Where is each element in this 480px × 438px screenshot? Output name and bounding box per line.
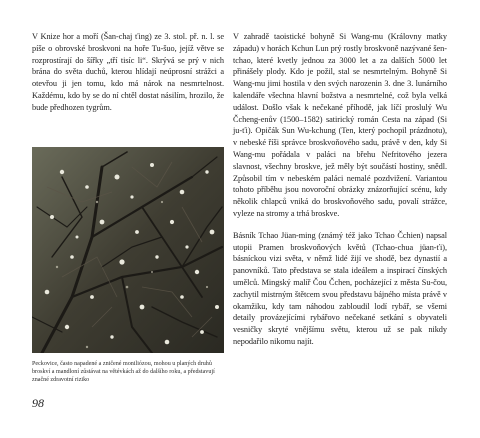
right-paragraph-2: Básník Tchao Jüan-ming (známý též jako Tchao Čchien) napsal utopii Pramen broskvoňových květů (Tchao-chua jüan-ťi), básníckou vizi světa, v němž lidé žijí ve shodě, bez dynastií a panovníků. Tato představa se stala ideálem a inspirací čínských umělců. Mingský malíř Čou Čchen, pocházející z města Su-čou, zachytil mistrným štětcem svou představu bájného místa právě v okamžiku, kdy tam náhodou zabloudil lodí rybář, se všemi detaily provázejícími rybářovo nečekané setkání s obyvateli vesničky skryté vnějšímu světu, kterou už se pak nikdy nepodařilo nikomu najít. — [233, 230, 447, 346]
flowering-tree-photo — [32, 147, 224, 353]
right-paragraph-1: V zahradě taoistické bohyně Si Wang-mu (Královny matky západu) v horách Kchun Lun prý rostly broskvoně nazývané šen-tchao, které kvetly jednou za 3000 let a za dalších 5000 let přinášely plody. Kdo je požil, stal se nesmrtelným. Bohyně Si Wang-mu jimi hostila v den svých narozenin 3. dne 3. lunárního kalendáře všechna hlavní božstva a nesmrtelné, což byla velká událost. Došlo však k nečekané příhodě, jak líčí proslulý Wu Čcheng-enův (1500–1582) satirický román Cesta na západ (Si ju-ťi). Opičák Sun Wu-kchung (Ten, který pochopil prázdnotu), v nebeské říši správce broskvoňového sadu, právě v den, kdy Si Wang-mu pořádala v paláci na břehu Nefritového jezera slavnost, všechny broskve, jež měly být součástí hostiny, snědl. Způsobil tím v nebeském paláci nemalé pozdvižení. Variantou tohoto příběhu jsou novoroční obrázky znázorňující scénu, kdy několik chlapců vniká do broskvoňového sadu, povalí strážce, vyleze na stromy a trhá broskve. — [233, 32, 447, 218]
photo-caption: Peckovice, často napadené a zničené moniliózou, mohou u planých druhů broskví a mandloní zůstávat na větévkách až do dalšího roku, a představují značné zdravotní riziko — [32, 361, 215, 384]
left-column — [32, 31, 224, 114]
photo-illustration — [32, 147, 224, 353]
page-number: 98 — [32, 396, 44, 410]
right-column — [233, 31, 447, 348]
left-paragraph: V Knize hor a moří (Šan-chaj ťing) ze 3. stol. př. n. l. se píše o obrovské broskvoni na hoře Tu-šuo, jejíž větve se rozprostírají do šířky „tří tisíc li“. Skrývá se prý v nich brána do světa duchů, kterou hlídají neúprosní strážci a otevřou ji jen tomu, kdo má nárok na nesmrtelnost. Každému, kdo by se do ní chtěl dostat násilím, hrozilo, že bude předhozen tygrům. — [32, 32, 224, 112]
